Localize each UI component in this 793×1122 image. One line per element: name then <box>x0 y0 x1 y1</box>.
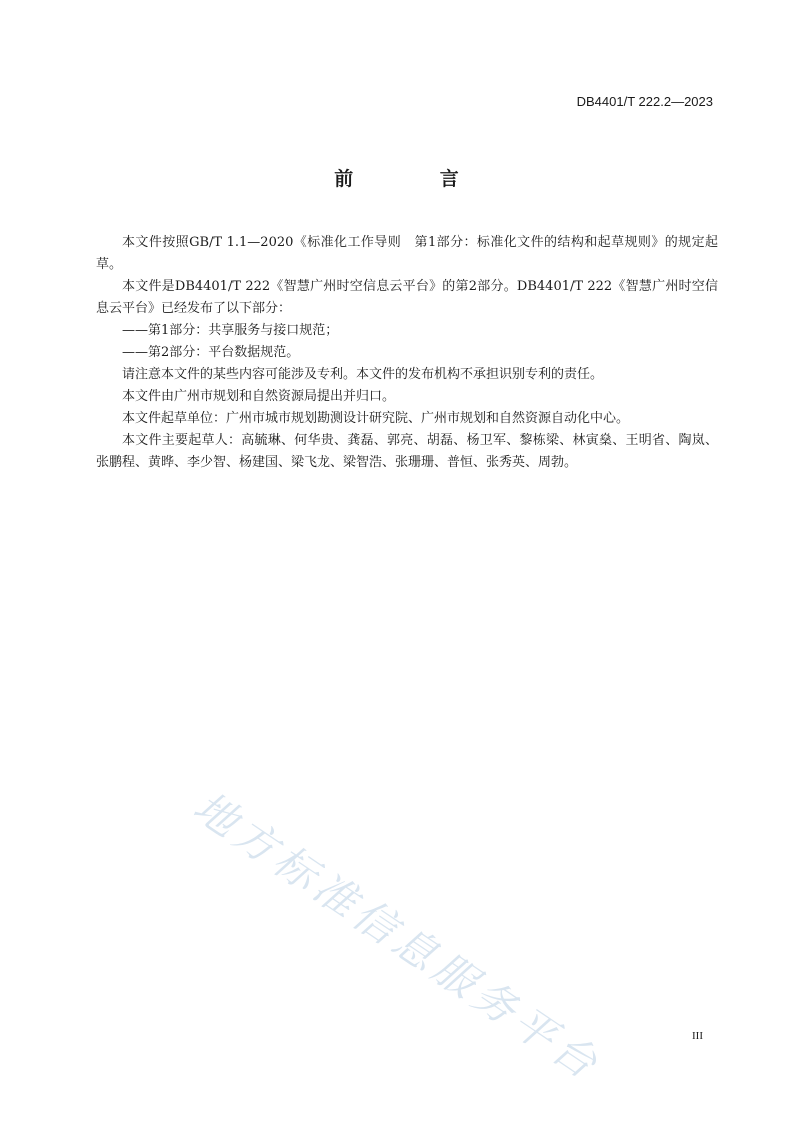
paragraph-part-1: ——第1部分：共享服务与接口规范； <box>122 323 339 338</box>
page-number: III <box>692 1030 703 1042</box>
paragraph-drafting-rules: 本文件按照GB/T 1.1—2020《标准化工作导则 第1部分：标准化文件的结构和起草规则》的规定起草。 <box>96 235 718 272</box>
paragraph-part-2: ——第2部分：平台数据规范。 <box>122 345 300 360</box>
paragraph-drafters: 本文件主要起草人：高毓琳、何华贵、龚磊、郭亮、胡磊、杨卫军、黎栋梁、林寅燊、王明省、陶岚、张鹏程、黄晔、李少智、杨建国、梁飞龙、梁智浩、张珊珊、普恒、张秀英、周勃。 <box>96 433 718 470</box>
page-title: 前 言 <box>334 168 499 190</box>
standard-code: DB4401/T 222.2—2023 <box>576 94 713 109</box>
paragraph-patent-notice: 请注意本文件的某些内容可能涉及专利。本文件的发布机构不承担识别专利的责任。 <box>122 367 604 382</box>
paragraph-proposer: 本文件由广州市规划和自然资源局提出并归口。 <box>122 389 396 404</box>
paragraph-drafting-units: 本文件起草单位：广州市城市规划勘测设计研究院、广州市规划和自然资源自动化中心。 <box>122 411 630 426</box>
preface-body <box>96 232 718 474</box>
watermark: 地方标准信息服务平台 <box>184 781 611 1091</box>
paragraph-series-info: 本文件是DB4401/T 222《智慧广州时空信息云平台》的第2部分。DB4401/T 222《智慧广州时空信息云平台》已经发布了以下部分： <box>96 279 718 316</box>
